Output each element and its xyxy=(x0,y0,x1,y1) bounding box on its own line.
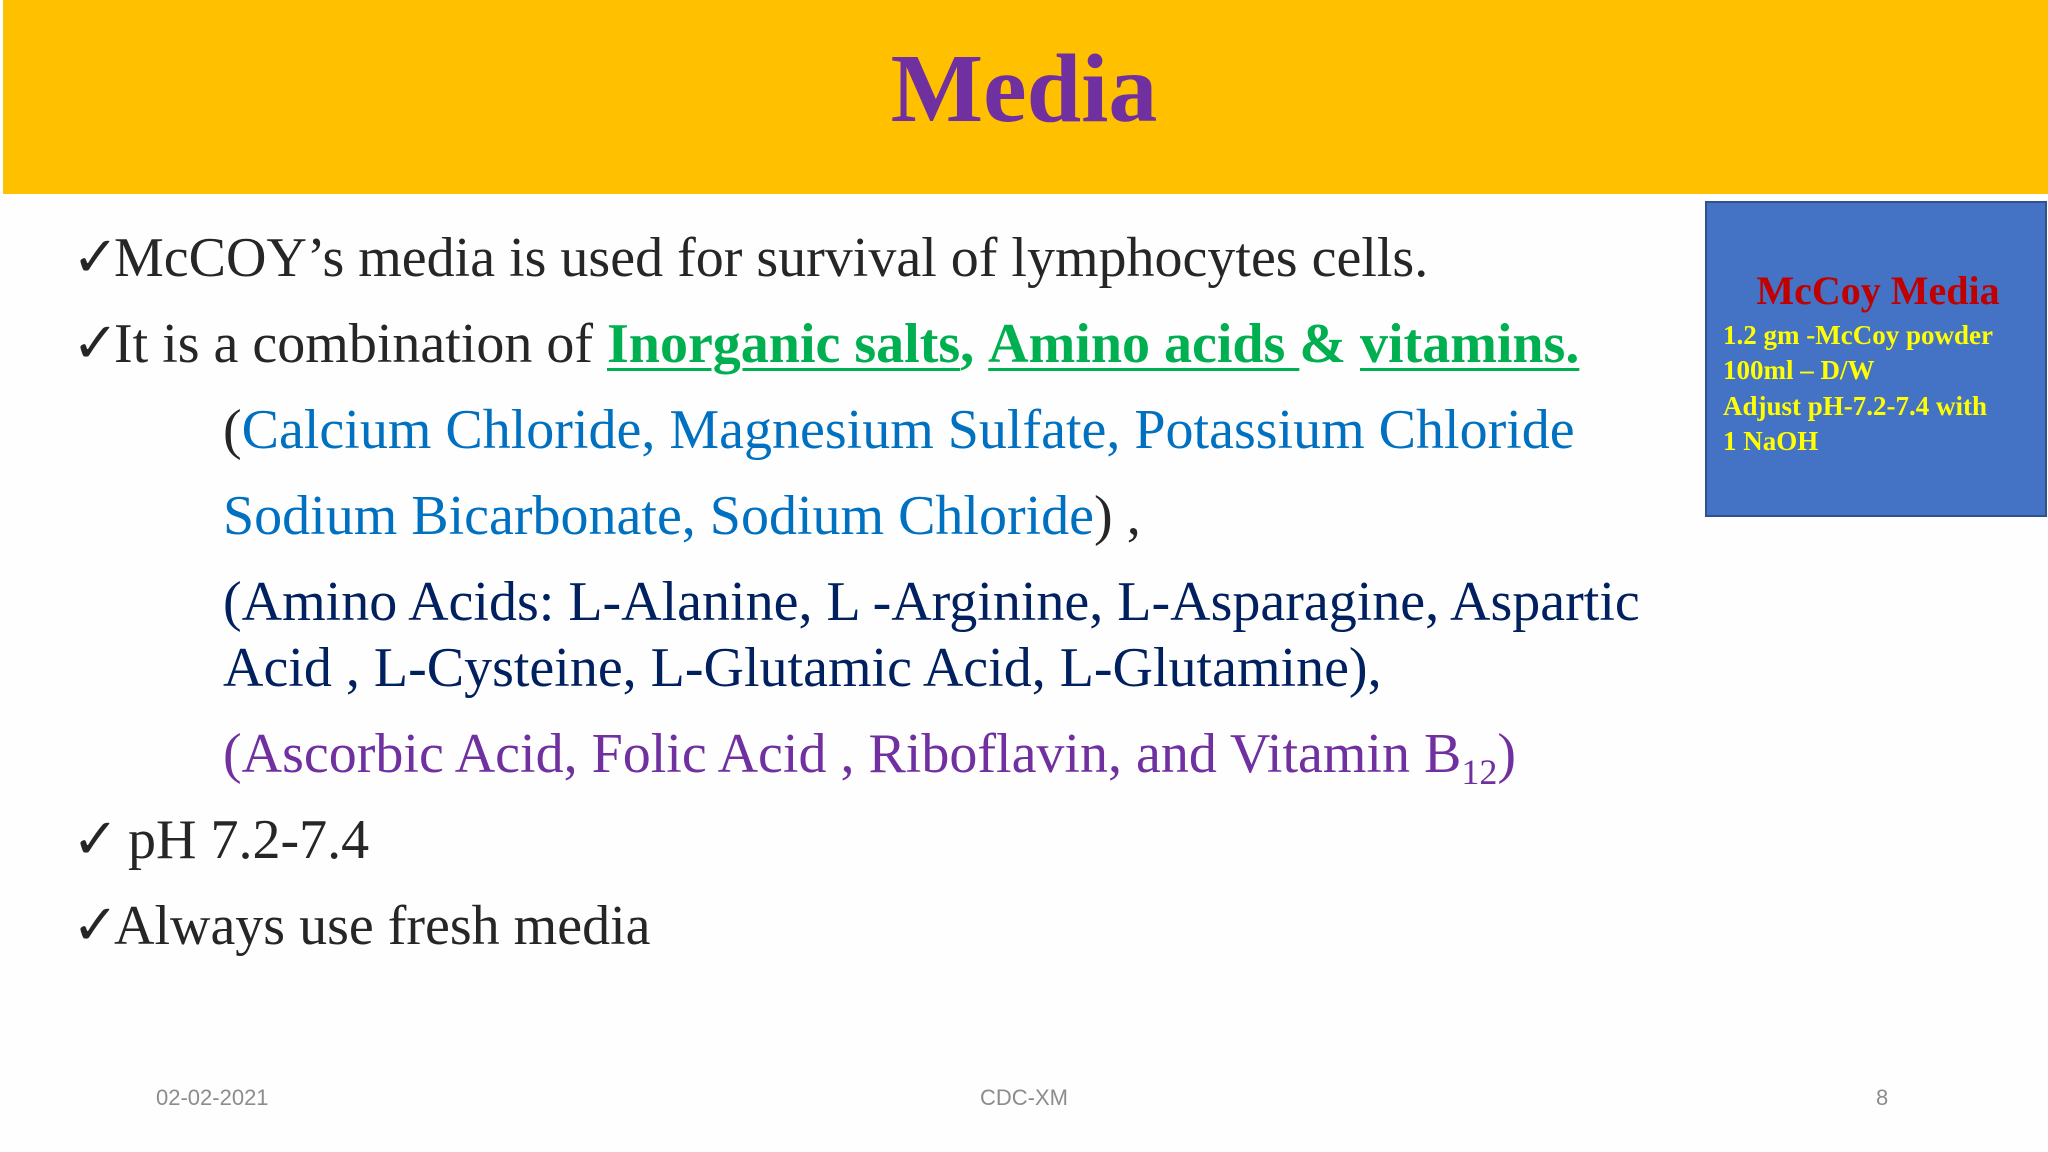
amino-line-2: Acid , L-Cysteine, L-Glutamic Acid, L-Glutamine), xyxy=(223,637,1382,699)
bullet-text: McCOY’s media is used for survival of lymphocytes cells. xyxy=(114,227,1429,289)
mccoy-media-box xyxy=(1705,201,2047,517)
bullet-survival xyxy=(72,226,1428,290)
bullet-text: Always use fresh media xyxy=(114,895,651,957)
checkmark-icon: ✓ xyxy=(72,227,119,289)
infobox-line: 1 NaOH xyxy=(1723,426,1819,456)
checkmark-icon: ✓ xyxy=(72,895,119,957)
paren-close: ) , xyxy=(1094,485,1141,547)
bullet-ph xyxy=(72,808,369,872)
infobox-title: McCoy Media xyxy=(1756,268,2000,313)
checkmark-icon: ✓ xyxy=(72,313,119,375)
checkmark-icon: ✓ xyxy=(72,809,119,871)
bullet-fresh-media xyxy=(72,894,651,958)
bullet-combination xyxy=(72,312,1579,376)
salts-line-1 xyxy=(223,398,1575,462)
vitamin-subscript: 12 xyxy=(1461,752,1498,792)
ampersand: & xyxy=(1299,313,1360,375)
vitamins-line xyxy=(223,722,1516,792)
infobox-line: 100ml – D/W xyxy=(1723,355,1875,385)
amino-acids-link: Amino acids xyxy=(988,313,1300,375)
vitamins-text: (Ascorbic Acid, Folic Acid , Riboflavin, and Vitamin B xyxy=(223,723,1462,785)
slide-number: 8 xyxy=(1876,1085,1889,1110)
salts-text-1: Calcium Chloride, Magnesium Sulfate, Potassium Chloride xyxy=(241,399,1575,461)
slide-title: Media xyxy=(890,35,1158,143)
footer-date: 02-02-2021 xyxy=(156,1085,269,1110)
infobox-line: 1.2 gm -McCoy powder xyxy=(1723,320,1993,350)
salts-text-2: Sodium Bicarbonate, Sodium Chloride xyxy=(223,485,1095,547)
salts-line-2 xyxy=(223,484,1141,548)
vitamins-link: vitamins. xyxy=(1359,313,1580,375)
vitamins-close: ) xyxy=(1497,723,1516,785)
inorganic-salts-link: Inorganic salts xyxy=(607,313,961,375)
footer-center: CDC-XM xyxy=(980,1085,1068,1110)
paren-open: ( xyxy=(223,399,242,461)
bullet-text: It is a combination of xyxy=(114,313,608,375)
amino-line-1: (Amino Acids: L-Alanine, L -Arginine, L-Asparagine, Aspartic xyxy=(223,571,1640,633)
bullet-text: pH 7.2-7.4 xyxy=(114,809,370,871)
comma: , xyxy=(960,313,975,375)
space xyxy=(974,313,988,375)
infobox-line: Adjust pH-7.2-7.4 with xyxy=(1723,391,1988,421)
